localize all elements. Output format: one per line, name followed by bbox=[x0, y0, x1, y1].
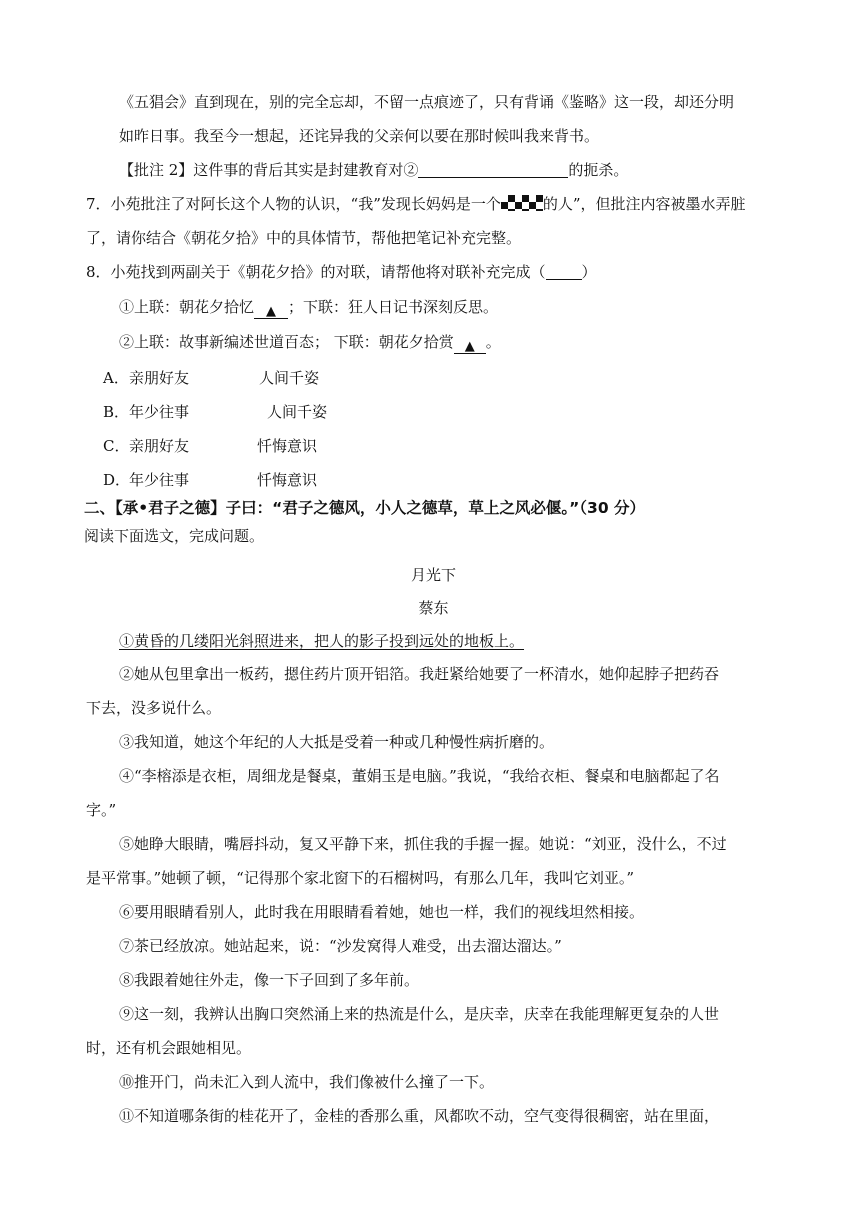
couplet-1-text-cont: ；下联：狂人日记书深刻反思。 bbox=[288, 298, 499, 316]
ink-blot-icon bbox=[501, 195, 543, 211]
paragraph-6: ⑥要用眼睛看别人，此时我在用眼睛看着她，她也一样，我们的视线坦然相接。 bbox=[119, 903, 645, 921]
option-first: 年少往事 bbox=[129, 403, 190, 421]
answer-blank[interactable] bbox=[418, 161, 568, 178]
option-first: 年少往事 bbox=[129, 471, 190, 489]
couplet-2 bbox=[119, 332, 501, 354]
option-first: 亲朋好友 bbox=[129, 437, 190, 455]
couplet-2-text: ②上联：故事新编述世道百态； 下联：朝花夕拾赏 bbox=[119, 333, 454, 351]
paragraph-9: ⑨这一刻，我辨认出胸口突然涌上来的热流是什么，是庆幸，庆幸在我能理解更复杂的人世 bbox=[119, 1005, 720, 1023]
paragraph-4: ④“李榕添是衣柜，周细龙是餐桌，董娟玉是电脑。”我说，“我给衣柜、餐桌和电脑都起了名 bbox=[119, 767, 720, 785]
option-b[interactable] bbox=[103, 402, 327, 422]
option-a[interactable] bbox=[103, 368, 319, 388]
option-c[interactable] bbox=[103, 436, 317, 456]
option-second: 忏悔意识 bbox=[257, 471, 318, 489]
option-second: 忏悔意识 bbox=[257, 437, 318, 455]
question-8 bbox=[86, 262, 597, 282]
paragraph-3: ③我知道，她这个年纪的人大抵是受着一种或几种慢性病折磨的。 bbox=[119, 733, 555, 751]
paragraph-5-cont: 是平常事。”她顿了顿，“记得那个家北窗下的石榴树吗，有那么几年，我叫它刘亚。” bbox=[86, 869, 635, 887]
option-key: D． bbox=[103, 471, 131, 489]
question-7-stem: 7．小苑批注了对阿长这个人物的认识，“我”发现长妈妈是一个 bbox=[86, 195, 501, 213]
couplet-1 bbox=[119, 297, 498, 319]
answer-blank[interactable] bbox=[546, 263, 582, 280]
paragraph-9-cont: 时，还有机会跟她相见。 bbox=[86, 1039, 252, 1057]
couplet-2-end: 。 bbox=[485, 333, 501, 351]
paragraph-7: ⑦茶已经放凉。她站起来，说：“沙发窝得人难受，出去溜达溜达。” bbox=[119, 937, 562, 955]
annotation-2 bbox=[119, 160, 628, 180]
paragraph-2: ②她从包里拿出一板药，摁住药片顶开铝箔。我赶紧给她要了一杯清水，她仰起脖子把药吞 bbox=[119, 665, 720, 683]
passage-author: 蔡东 bbox=[418, 599, 449, 617]
option-second: 人间千姿 bbox=[267, 403, 328, 421]
question-8-paren: ） bbox=[581, 263, 597, 281]
text-line: 《五猖会》直到现在，别的完全忘却，不留一点痕迹了，只有背诵《鉴略》这一段，却还分明 bbox=[119, 93, 735, 111]
question-7 bbox=[86, 194, 746, 214]
option-key: C． bbox=[103, 437, 130, 455]
triangle-blank[interactable]: ▲ bbox=[254, 302, 288, 319]
passage-title: 月光下 bbox=[410, 566, 456, 584]
paragraph-2-cont: 下去，没多说什么。 bbox=[86, 699, 222, 717]
option-key: A． bbox=[103, 369, 129, 387]
paragraph-4-cont: 字。” bbox=[86, 801, 117, 819]
annotation-2-end: 的扼杀。 bbox=[568, 161, 629, 179]
option-d[interactable] bbox=[103, 470, 317, 490]
paragraph-5: ⑤她睁大眼睛，嘴唇抖动，复又平静下来，抓住我的手握一握。她说：“刘亚，没什么，不过 bbox=[119, 835, 727, 853]
text-line: 如昨日事。我至今一想起，还诧异我的父亲何以要在那时候叫我来背书。 bbox=[119, 127, 600, 145]
paragraph-11: ⑪不知道哪条街的桂花开了，金桂的香那么重，风都吹不动，空气变得很稠密，站在里面， bbox=[119, 1107, 720, 1125]
question-8-stem: 8．小苑找到两副关于《朝花夕拾》的对联，请帮他将对联补充完成（ bbox=[86, 263, 546, 281]
paragraph-1: ①黄昏的几缕阳光斜照进来，把人的影子投到远处的地板上。 bbox=[119, 632, 525, 650]
question-7-stem-cont: 的人”，但批注内容被墨水弄脏 bbox=[542, 195, 746, 213]
option-second: 人间千姿 bbox=[259, 369, 320, 387]
reading-instruction: 阅读下面选文，完成问题。 bbox=[84, 527, 265, 545]
annotation-2-text: 【批注 2】这件事的背后其实是封建教育对② bbox=[119, 161, 419, 179]
paragraph-8: ⑧我跟着她往外走，像一下子回到了多年前。 bbox=[119, 971, 420, 989]
triangle-blank[interactable]: ▲ bbox=[454, 337, 486, 354]
paragraph-10: ⑩推开门，尚未汇入到人流中，我们像被什么撞了一下。 bbox=[119, 1073, 495, 1091]
option-key: B． bbox=[103, 403, 130, 421]
option-first: 亲朋好友 bbox=[129, 369, 190, 387]
couplet-1-text: ①上联：朝花夕拾忆 bbox=[119, 298, 255, 316]
question-7-line2: 了，请你结合《朝花夕拾》中的具体情节，帮他把笔记补充完整。 bbox=[86, 229, 522, 247]
section-2-heading: 二、【承•君子之德】子曰：“君子之德风，小人之德草，草上之风必偃。”（30 分） bbox=[84, 499, 645, 517]
